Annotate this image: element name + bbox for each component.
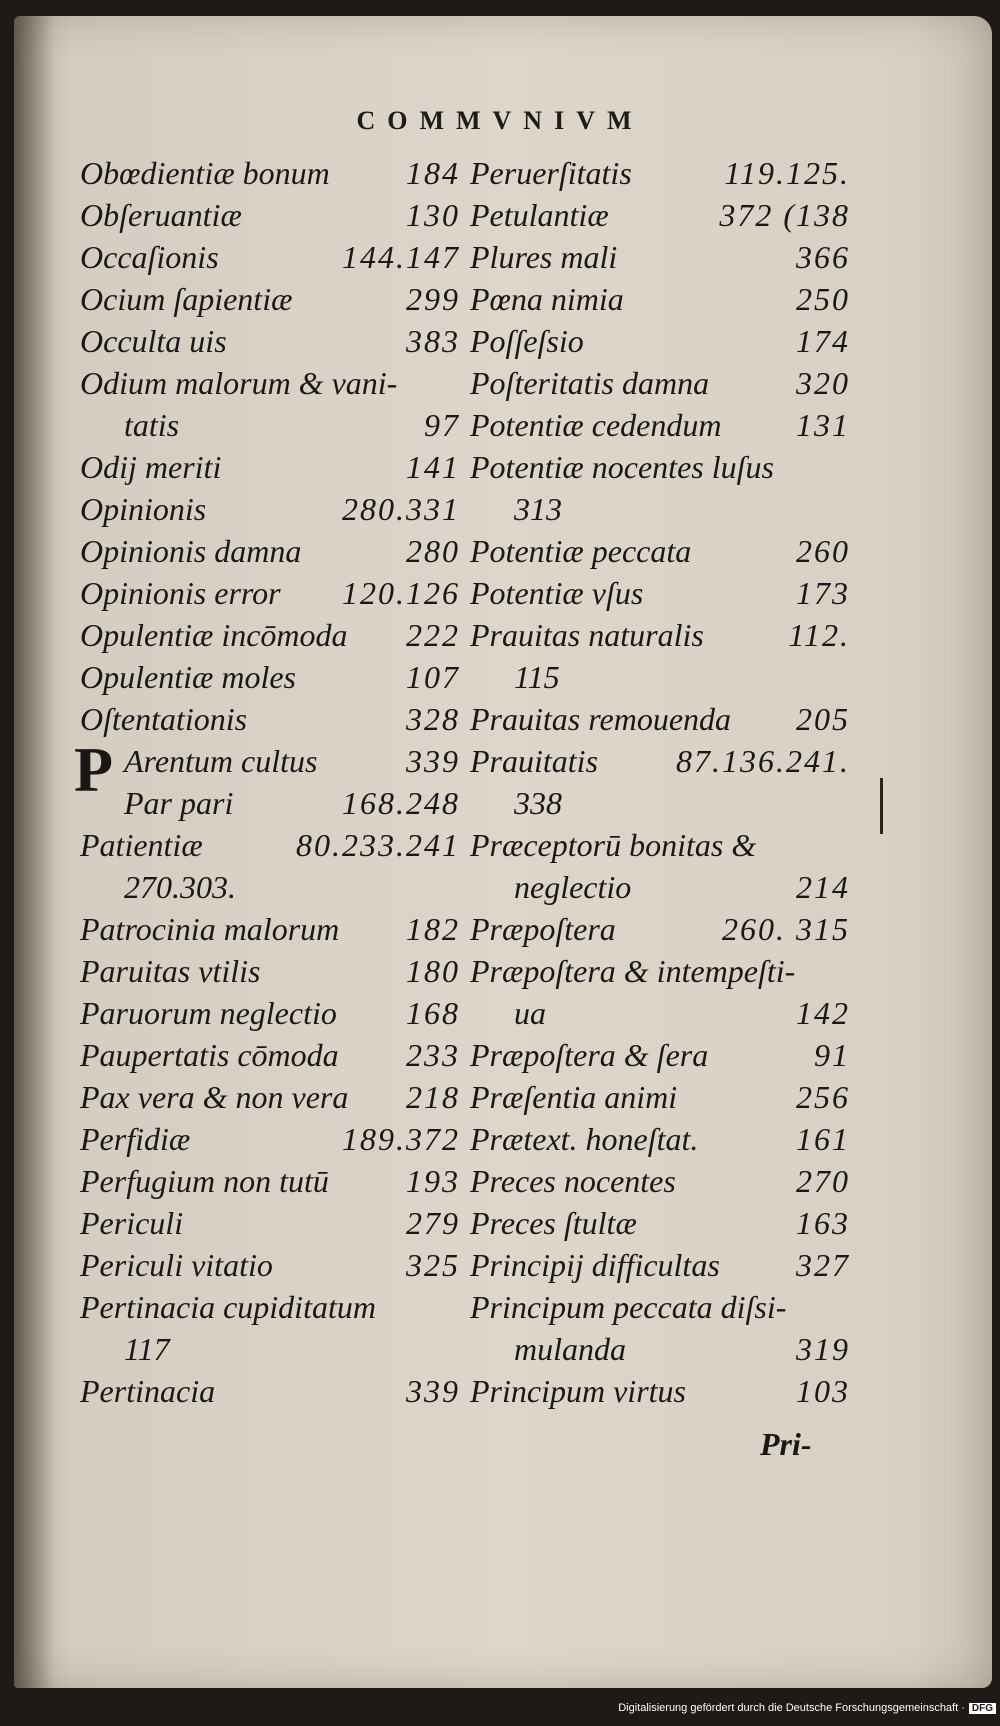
index-entry (470, 782, 850, 824)
index-entry (470, 194, 850, 236)
page-reference: 80.233.241 (296, 827, 460, 863)
index-term: Potentiæ cedendum (470, 407, 722, 443)
index-term: Occulta uis (80, 323, 227, 359)
page-reference: 173 (796, 575, 850, 611)
index-term: Potentiæ nocentes luſus (470, 449, 774, 485)
index-entry (80, 446, 460, 488)
running-header: COMMVNIVM (356, 106, 644, 135)
page-spine-shadow (14, 16, 54, 1688)
index-term: tatis (124, 407, 180, 443)
page-reference: 279 (406, 1205, 460, 1241)
index-entry (470, 446, 850, 488)
page-reference: 119.125. (724, 155, 850, 191)
index-term: Obœdientiæ bonum (80, 155, 330, 191)
index-term: Paruorum neglectio (80, 995, 337, 1031)
page-reference: 189.372 (342, 1121, 460, 1157)
index-term: Oſtentationis (80, 701, 248, 737)
index-entry (470, 1076, 850, 1118)
index-term: 338 (514, 785, 562, 821)
index-term: Principum peccata diſsi- (470, 1289, 787, 1325)
index-entry (470, 824, 850, 866)
index-entry (80, 1244, 460, 1286)
index-entry (470, 1118, 850, 1160)
index-entry (470, 404, 850, 446)
page-reference: 141 (406, 449, 460, 485)
index-entry (80, 320, 460, 362)
index-term: Par pari (124, 785, 234, 821)
page-reference: 299 (406, 281, 460, 317)
index-entry (80, 1076, 460, 1118)
index-entry (80, 1160, 460, 1202)
index-entry (470, 1034, 850, 1076)
index-term: Opulentiæ moles (80, 659, 296, 695)
index-term: Arentum cultus (124, 743, 318, 779)
index-entry (80, 1370, 460, 1412)
index-term: 117 (124, 1331, 170, 1367)
index-entry (80, 572, 460, 614)
index-entry (470, 1244, 850, 1286)
index-term: Potentiæ peccata (470, 533, 692, 569)
page-reference: 184 (406, 155, 460, 191)
index-entry (80, 278, 460, 320)
index-entry (470, 698, 850, 740)
index-entry (80, 488, 460, 530)
page-reference: 222 (406, 617, 460, 653)
dfg-logo: DFG (969, 1703, 996, 1714)
index-term: Peruerſitatis (470, 155, 632, 191)
index-column-left (74, 152, 460, 1412)
page-reference: 250 (796, 281, 850, 317)
page-reference: 383 (406, 323, 460, 359)
index-term: Obſeruantiæ (80, 197, 242, 233)
index-entry (80, 194, 460, 236)
page-reference: 214 (796, 869, 850, 905)
page-reference: 182 (406, 911, 460, 947)
index-entry (470, 488, 850, 530)
index-term: 115 (514, 659, 560, 695)
index-entry (80, 404, 460, 446)
digitization-footer (0, 1702, 996, 1714)
page-reference: 174 (796, 323, 850, 359)
index-entry (470, 740, 850, 782)
page-reference: 91 (814, 1037, 850, 1073)
page-reference: 327 (796, 1247, 850, 1283)
index-entry (80, 824, 460, 866)
page-reference: 325 (406, 1247, 460, 1283)
page-reference: 161 (796, 1121, 850, 1157)
index-term: Principum virtus (470, 1373, 686, 1409)
index-term: Petulantiæ (470, 197, 609, 233)
index-entry (80, 1328, 460, 1370)
page-reference: 120.126 (342, 575, 460, 611)
page-reference: 280.331 (342, 491, 460, 527)
index-entry (80, 1286, 460, 1328)
index-term: Prætext. honeſtat. (470, 1121, 699, 1157)
index-entry (470, 278, 850, 320)
index-entry (470, 1370, 850, 1412)
page-reference: 320 (796, 365, 850, 401)
page-reference: 142 (796, 995, 850, 1031)
page-reference: 112. (788, 617, 850, 653)
index-entry (470, 614, 850, 656)
index-term: Prauitatis (470, 743, 599, 779)
page-reference: 319 (796, 1331, 850, 1367)
index-term: Perfidiæ (80, 1121, 191, 1157)
page-reference: 168 (406, 995, 460, 1031)
index-entry (80, 152, 460, 194)
index-term: Paruitas vtilis (80, 953, 261, 989)
index-term: Odium malorum & vani- (80, 365, 398, 401)
index-term: Odij meriti (80, 449, 222, 485)
index-entry (470, 152, 850, 194)
index-term: Poſteritatis damna (470, 365, 710, 401)
index-term: Prauitas naturalis (470, 617, 704, 653)
index-entry (470, 236, 850, 278)
page-reference: 163 (796, 1205, 850, 1241)
index-term: Præpoſtera & intempeſti- (470, 953, 796, 989)
footer-text: Digitalisierung gefördert durch die Deutsche Forschungsgemeinschaft · (618, 1702, 965, 1714)
page-reference: 87.136.241. (676, 743, 850, 779)
index-term: 270.303. (124, 869, 236, 905)
page-reference: 328 (406, 701, 460, 737)
index-term: Periculi (80, 1205, 184, 1241)
index-term: Plures mali (470, 239, 618, 275)
index-term: Occaſionis (80, 239, 219, 275)
index-term: Ocium ſapientiæ (80, 281, 293, 317)
page-reference: 260 (796, 533, 850, 569)
index-term: Præſentia animi (470, 1079, 678, 1115)
index-term: Patrocinia malorum (80, 911, 340, 947)
index-entry (80, 1034, 460, 1076)
index-entry (80, 908, 460, 950)
index-entry (470, 908, 850, 950)
page-reference: 131 (796, 407, 850, 443)
index-entry (470, 530, 850, 572)
index-term: Opinionis damna (80, 533, 302, 569)
index-term: Pertinacia (80, 1373, 216, 1409)
index-term: Pax vera & non vera (80, 1079, 349, 1115)
page-reference: 233 (406, 1037, 460, 1073)
page-reference: 144.147 (342, 239, 460, 275)
index-entry (470, 950, 850, 992)
catchword: Pri- (760, 1426, 812, 1462)
index-entry (80, 614, 460, 656)
index-term: Paupertatis cōmoda (80, 1037, 339, 1073)
page-reference: 372 (138 (719, 197, 850, 233)
index-entry (470, 1202, 850, 1244)
index-term: mulanda (514, 1331, 626, 1367)
page-reference: 260. 315 (722, 911, 850, 947)
page-reference: 205 (796, 701, 850, 737)
page-reference: 280 (406, 533, 460, 569)
page-reference: 366 (796, 239, 850, 275)
page-reference: 130 (406, 197, 460, 233)
page-reference: 339 (406, 1373, 460, 1409)
page-reference: 107 (406, 659, 460, 695)
margin-mark (880, 778, 883, 834)
index-entry (470, 992, 850, 1034)
index-term: neglectio (514, 869, 632, 905)
index-term: Principij difficultas (470, 1247, 720, 1283)
index-entry (470, 572, 850, 614)
page-reference: 339 (406, 743, 460, 779)
index-term: Patientiæ (80, 827, 203, 863)
index-term: Præceptorū bonitas & (470, 827, 757, 863)
index-term: Opulentiæ incōmoda (80, 617, 348, 653)
page-reference: 103 (796, 1373, 850, 1409)
index-term: Preces nocentes (470, 1163, 676, 1199)
index-term: Pertinacia cupiditatum (80, 1289, 376, 1325)
index-term: ua (514, 995, 546, 1031)
index-term: Periculi vitatio (80, 1247, 273, 1283)
index-entry (470, 656, 850, 698)
index-entry (80, 866, 460, 908)
index-term: Preces ſtultæ (470, 1205, 637, 1241)
index-entry (80, 782, 460, 824)
page-reference: 97 (424, 407, 460, 443)
page-reference: 168.248 (342, 785, 460, 821)
index-term: 313 (514, 491, 562, 527)
index-entry (470, 1328, 850, 1370)
index-entry (80, 656, 460, 698)
index-entry (80, 236, 460, 278)
page-reference: 193 (406, 1163, 460, 1199)
page-reference: 256 (796, 1079, 850, 1115)
index-term: Prauitas remouenda (470, 701, 732, 737)
index-term: Opinionis (80, 491, 207, 527)
index-term: Poſſeſsio (470, 323, 584, 359)
index-term: Potentiæ vſus (470, 575, 644, 611)
index-entry (80, 698, 460, 740)
index-entry (80, 1202, 460, 1244)
index-entry (80, 992, 460, 1034)
index-term: Perfugium non tutū (80, 1163, 329, 1199)
index-column-right (470, 152, 850, 1412)
index-term: Præpoſtera & ſera (470, 1037, 709, 1073)
index-term: Opinionis error (80, 575, 281, 611)
index-entry (80, 530, 460, 572)
index-entry (80, 950, 460, 992)
index-entry (470, 1160, 850, 1202)
index-term: Pœna nimia (470, 281, 624, 317)
drop-cap: P (74, 734, 114, 805)
index-entry (470, 866, 850, 908)
index-entry (470, 320, 850, 362)
index-entry (470, 362, 850, 404)
index-entry (470, 1286, 850, 1328)
page-reference: 180 (406, 953, 460, 989)
index-entry (80, 362, 460, 404)
page-reference: 218 (406, 1079, 460, 1115)
index-entry (80, 1118, 460, 1160)
index-term: Præpoſtera (470, 911, 616, 947)
page-reference: 270 (796, 1163, 850, 1199)
